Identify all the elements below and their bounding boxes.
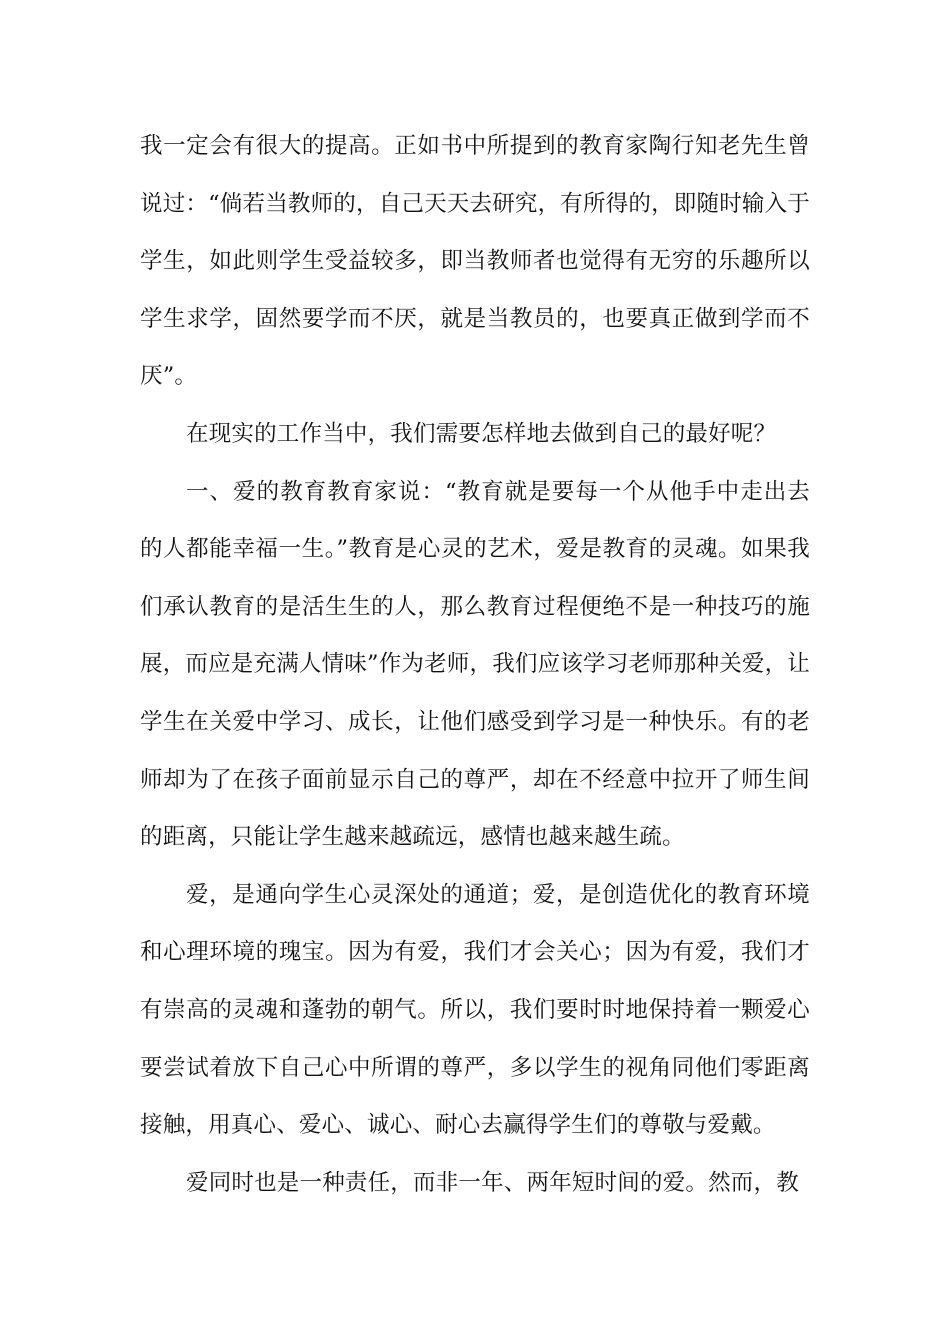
paragraph-5: 爱同时也是一种责任，而非一年、两年短时间的爱。然而，教: [186, 1169, 799, 1196]
paragraph-1: 我一定会有很大的提高。正如书中所提到的教育家陶行知老先生曾说过：“倘若当教师的，自己天天去研究，有所得的，即随时输入于学生，如此则学生受益较多，即当教师者也觉得有无穷的乐趣所以学生求学，固然要学而不厌，就是当教员的，也要真正做到学而不厌”。: [140, 133, 811, 390]
paragraph-4: 爱，是通向学生心灵深处的通道；爱，是创造优化的教育环境和心理环境的瑰宝。因为有爱，我们才会关心；因为有爱，我们才有崇高的灵魂和蓬勃的朝气。所以，我们要时时地保持着一颗爱心要尝试着放下自己心中所谓的尊严，多以学生的视角同他们零距离接触，用真心、爱心、诚心、耐心去赢得学生们的尊敬与爱戴。: [140, 881, 810, 1139]
paragraph-3: 一、爱的教育教育家说：“教育就是要每一个从他手中走出去的人都能幸福一生。”教育是心灵的艺术，爱是教育的灵魂。如果我们承认教育的是活生生的人，那么教育过程便绝不是一种技巧的施展，而应是充满人情味”作为老师，我们应该学习老师那种关爱，让学生在关爱中学习、成长，让他们感受到学习是一种快乐。有的老师却为了在孩子面前显示自己的尊严，却在不经意中拉开了师生间的距离，只能让学生越来越疏远，感情也越来越生疏。: [140, 478, 811, 851]
paragraph-2: 在现实的工作当中，我们需要怎样地去做到自己的最好呢？: [186, 420, 777, 447]
